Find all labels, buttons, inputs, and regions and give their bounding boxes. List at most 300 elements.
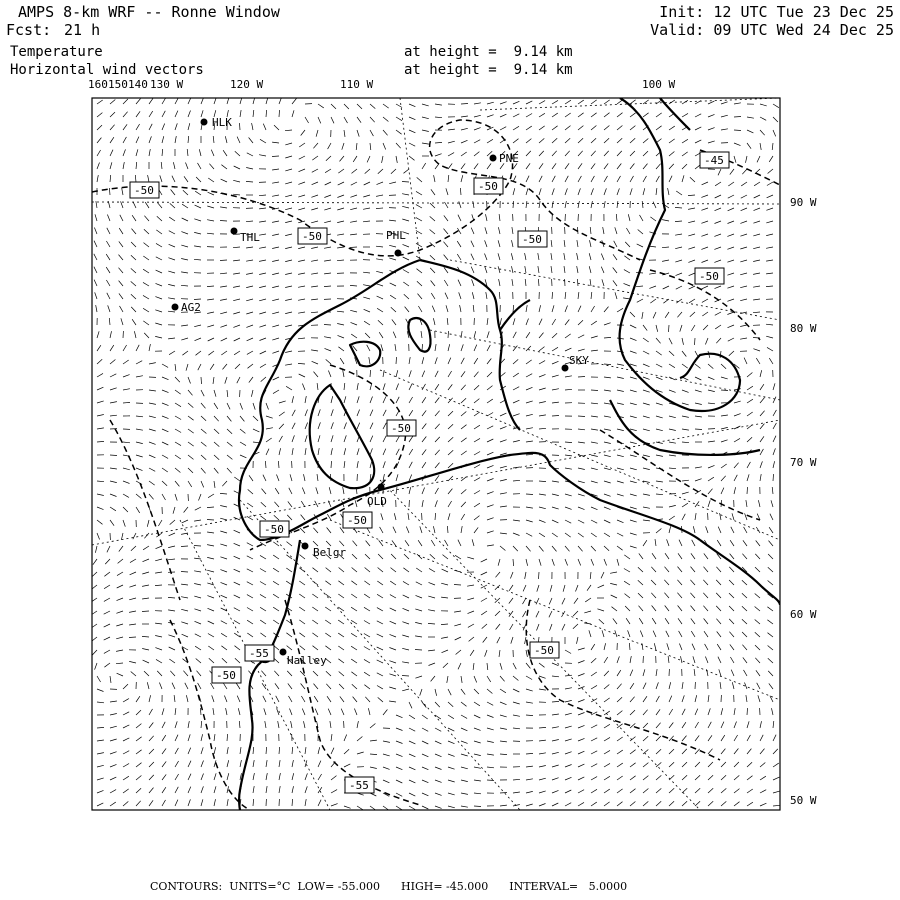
wind-vector [773,763,779,767]
wind-vector [730,554,734,559]
wind-vector [731,527,734,533]
wind-vector [157,216,162,221]
wind-vector [422,117,429,119]
wind-vector [769,527,773,533]
wind-vector [292,448,293,455]
wind-vector [656,481,663,482]
wind-vector [201,761,204,768]
wind-vector [136,376,143,377]
wind-vector [261,377,266,382]
wind-vector [499,214,500,221]
wind-vector [169,647,175,650]
wind-vector [526,114,532,118]
wind-vector [552,176,555,182]
wind-vector [584,623,591,624]
wind-vector [266,773,267,780]
wind-vector [338,633,344,637]
wind-vector [591,658,596,663]
wind-vector [188,455,194,459]
wind-vector [396,474,398,481]
wind-vector [135,175,136,182]
wind-vector [364,621,370,625]
wind-vector [350,285,357,286]
wind-vector [500,689,506,693]
wind-vector [207,286,214,287]
wind-vector [159,683,162,690]
wind-vector [422,767,428,770]
wind-vector [409,780,415,783]
wind-vector [461,793,468,794]
wind-vector [746,156,748,163]
wind-vector [285,143,292,145]
wind-vector [552,333,557,338]
wind-vector [418,540,422,546]
wind-vector [298,247,305,249]
wind-vector [201,390,204,396]
wind-vector [181,325,188,326]
wind-vector [365,697,370,702]
wind-vector [617,100,623,104]
contour-label: -50 [347,514,367,527]
wind-vector [188,787,191,793]
wind-vector [364,182,370,185]
wind-vector [602,279,604,286]
wind-vector [604,163,608,169]
wind-vector [247,595,253,598]
wind-vector [325,169,331,173]
wind-vector [422,143,429,144]
wind-vector [209,164,214,169]
wind-vector [402,648,409,650]
wind-vector [669,429,676,431]
wind-vector [376,284,383,286]
wind-vector [498,266,500,273]
wind-vector [773,383,775,390]
wind-vector [667,643,669,650]
wind-vector [630,533,637,535]
wind-vector [187,149,188,156]
wind-vector [526,753,533,754]
wind-vector [630,763,636,767]
wind-vector [552,138,557,143]
wind-vector [604,455,611,457]
wind-vector [266,416,273,418]
wind-vector [274,502,279,507]
wind-vector [565,320,569,326]
wind-vector [669,416,676,418]
wind-vector [754,182,760,186]
wind-vector [194,546,201,547]
wind-vector [617,201,618,208]
wind-vector [156,659,162,663]
wind-vector [175,403,181,407]
wind-vector [604,188,606,195]
wind-vector [539,727,546,728]
wind-vector [549,611,552,617]
wind-vector [526,766,533,767]
wind-vector [474,676,477,683]
wind-vector [402,676,409,677]
wind-vector [444,215,448,221]
wind-vector [364,594,370,598]
wind-vector [110,455,117,456]
wind-vector [160,175,162,182]
wind-vector [136,710,141,715]
wind-vector [691,618,695,624]
wind-vector [615,292,617,299]
wind-vector [377,308,383,312]
wind-vector [402,219,409,221]
wind-vector [578,713,585,716]
wind-vector [107,293,110,299]
wind-vector [565,559,568,566]
wind-vector [120,215,123,221]
wind-vector [756,527,760,533]
wind-vector [352,554,357,559]
wind-vector [708,364,713,369]
wind-vector [760,776,766,780]
wind-vector [123,345,127,351]
wind-vector [142,636,149,637]
wind-vector [338,620,344,624]
wind-vector [760,449,763,455]
wind-vector [702,260,709,263]
wind-vector [695,501,699,507]
wind-vector [715,182,721,186]
wind-vector [446,188,448,195]
wind-vector [273,377,279,380]
wind-vector [383,754,390,756]
wind-vector [279,401,286,403]
wind-vector [253,786,254,793]
wind-vector [695,709,698,715]
wind-vector [734,438,740,442]
wind-vector [246,273,253,274]
wind-vector [301,515,305,520]
wind-vector [565,688,572,689]
wind-vector [172,683,175,689]
wind-vector [357,383,358,390]
wind-vector [630,442,637,444]
wind-vector [415,609,422,611]
wind-vector [500,741,507,742]
wind-vector [226,708,227,715]
wind-vector [110,790,116,793]
wind-vector [461,741,468,743]
wind-vector [604,507,611,510]
wind-vector [773,410,776,416]
wind-vector [552,752,559,754]
longitude-label: 150 [108,78,128,91]
wind-vector [598,585,604,588]
wind-vector [169,659,175,663]
wind-vector [448,163,452,169]
wind-vector [669,801,674,806]
wind-vector [443,663,448,668]
wind-vector [539,428,546,429]
wind-vector [747,789,753,793]
wind-vector [474,478,480,481]
wind-vector [403,244,410,247]
wind-vector [682,722,686,728]
wind-vector [234,582,240,585]
wind-vector [562,624,565,630]
wind-vector [220,570,227,572]
wind-vector [740,286,747,288]
wind-vector [474,527,478,533]
wind-vector [370,754,377,755]
wind-vector [175,748,178,754]
wind-vector [682,503,688,507]
wind-vector [129,624,136,625]
wind-vector [591,151,596,156]
wind-vector [753,260,760,262]
wind-vector [747,130,753,133]
wind-vector [233,312,240,314]
wind-vector [747,143,751,149]
wind-vector [537,624,540,631]
latitude-label: 80 W [790,322,817,335]
wind-vector [377,686,383,690]
wind-vector [162,429,168,432]
wind-vector [695,695,697,702]
wind-vector [461,385,466,390]
wind-vector [732,513,734,520]
wind-vector [331,448,332,455]
wind-vector [591,201,592,208]
wind-vector [766,336,773,338]
wind-vector [324,337,331,338]
wind-vector [259,208,266,209]
wind-vector [326,156,331,161]
wind-vector [513,188,515,195]
wind-vector [172,176,175,182]
wind-vector [773,461,775,468]
wind-vector [305,410,308,417]
wind-vector [591,507,598,510]
wind-vector [704,553,708,559]
wind-vector [409,741,415,744]
wind-vector [252,123,253,130]
wind-vector [617,138,622,143]
wind-vector [667,539,669,546]
wind-vector [565,188,567,195]
wind-vector [168,635,175,637]
wind-vector [265,721,266,728]
longitude-label: 120 W [230,78,264,91]
wind-vector [669,455,676,456]
wind-vector [168,258,175,260]
wind-vector [734,775,739,780]
longitude-label: 110 W [340,78,374,91]
wind-vector [117,585,123,588]
wind-vector [435,513,436,520]
wind-vector [590,240,592,247]
wind-vector [260,633,266,637]
wind-vector [565,520,571,523]
wind-vector [689,273,695,276]
wind-vector [351,182,357,185]
wind-vector [717,632,721,638]
wind-vector [523,611,527,617]
wind-vector [617,164,621,170]
wind-vector [768,567,773,572]
wind-vector [435,411,440,416]
wind-vector [123,494,129,498]
wind-vector [747,373,752,378]
wind-vector [652,618,656,624]
wind-vector [304,474,306,481]
wind-vector [363,285,370,286]
wind-vector [669,364,675,368]
wind-vector [682,364,688,368]
wind-vector [487,767,494,768]
wind-vector [175,377,180,382]
wind-vector [487,689,492,694]
wind-vector [458,215,461,221]
wind-vector [591,533,597,537]
wind-vector [162,455,168,458]
wind-vector [175,123,177,130]
wind-vector [301,130,305,136]
wind-vector [434,175,435,182]
wind-vector [391,169,396,174]
wind-vector [247,620,253,624]
wind-vector [313,528,318,533]
wind-vector [539,374,546,377]
wind-vector [773,474,774,481]
wind-vector [487,399,493,403]
wind-vector [305,423,308,430]
wind-vector [755,632,760,637]
wind-vector [110,374,116,377]
wind-vector [591,350,598,351]
wind-vector [272,221,279,222]
wind-vector [590,279,591,286]
wind-vector [266,438,272,442]
wind-vector [110,175,111,182]
latitude-label: 60 W [790,608,817,621]
wind-vector [175,111,178,117]
wind-vector [702,299,708,302]
wind-vector [565,546,570,551]
wind-vector [435,154,442,156]
wind-vector [539,481,546,482]
wind-vector [195,621,202,624]
wind-vector [630,697,635,702]
wind-vector [461,502,466,507]
wind-vector [247,516,253,520]
wind-vector [708,749,713,754]
wind-vector [708,477,714,481]
wind-vector [526,779,533,780]
wind-vector [682,514,685,520]
wind-vector [175,787,178,793]
wind-vector [573,624,578,629]
wind-vector [292,747,293,754]
wind-vector [188,481,192,487]
wind-vector [435,715,441,719]
wind-vector [591,306,595,312]
wind-vector [233,273,240,274]
wind-vector [136,494,141,499]
wind-vector [495,611,500,616]
wind-vector [448,371,452,377]
wind-vector [669,709,673,715]
wind-vector [474,331,476,338]
wind-vector [717,540,721,546]
wind-vector [589,266,591,273]
wind-vector [377,621,383,624]
wind-vector [130,572,136,575]
wind-vector [118,559,123,563]
wind-vector [259,260,266,261]
wind-vector [136,724,141,728]
wind-vector [656,455,663,456]
wind-vector [298,286,305,287]
wind-vector [188,111,191,118]
wind-vector [617,390,624,392]
wind-vector [474,741,481,743]
wind-vector [221,621,227,624]
wind-vector [656,801,661,806]
wind-vector [227,455,232,459]
wind-vector [526,201,527,208]
wind-vector [305,799,306,806]
wind-vector [223,150,227,156]
wind-vector [227,416,231,421]
wind-vector [744,358,747,364]
wind-vector [591,113,597,117]
wind-vector [188,721,189,728]
wind-vector [383,741,390,742]
wind-vector [331,422,333,429]
wind-vector [110,137,114,143]
wind-vector [285,234,292,236]
wind-vector [714,234,721,236]
wind-vector [702,312,708,316]
wind-vector [591,126,596,131]
wind-vector [630,176,634,182]
wind-vector [149,709,153,715]
wind-vector [604,802,610,806]
wind-vector [461,175,463,182]
wind-vector [220,299,227,300]
wind-vector [695,403,702,405]
wind-vector [604,100,610,104]
wind-vector [756,670,760,676]
contour-labels [130,152,729,793]
wind-vector [630,520,637,522]
contours-label: CONTOURS: [150,880,223,893]
wind-vector [630,403,637,405]
wind-vector [123,375,130,377]
wind-vector [123,684,128,689]
wind-vector [220,325,227,327]
wind-vector [599,619,604,624]
wind-vector [305,773,307,780]
wind-vector [565,790,571,793]
wind-vector [342,143,344,150]
wind-vector [714,247,721,249]
wind-vector [220,506,227,508]
wind-vector [756,541,760,547]
wind-vector [325,646,331,650]
wind-vector [656,325,658,332]
wind-vector [383,767,390,769]
wind-vector [471,241,474,247]
wind-vector [350,221,357,222]
